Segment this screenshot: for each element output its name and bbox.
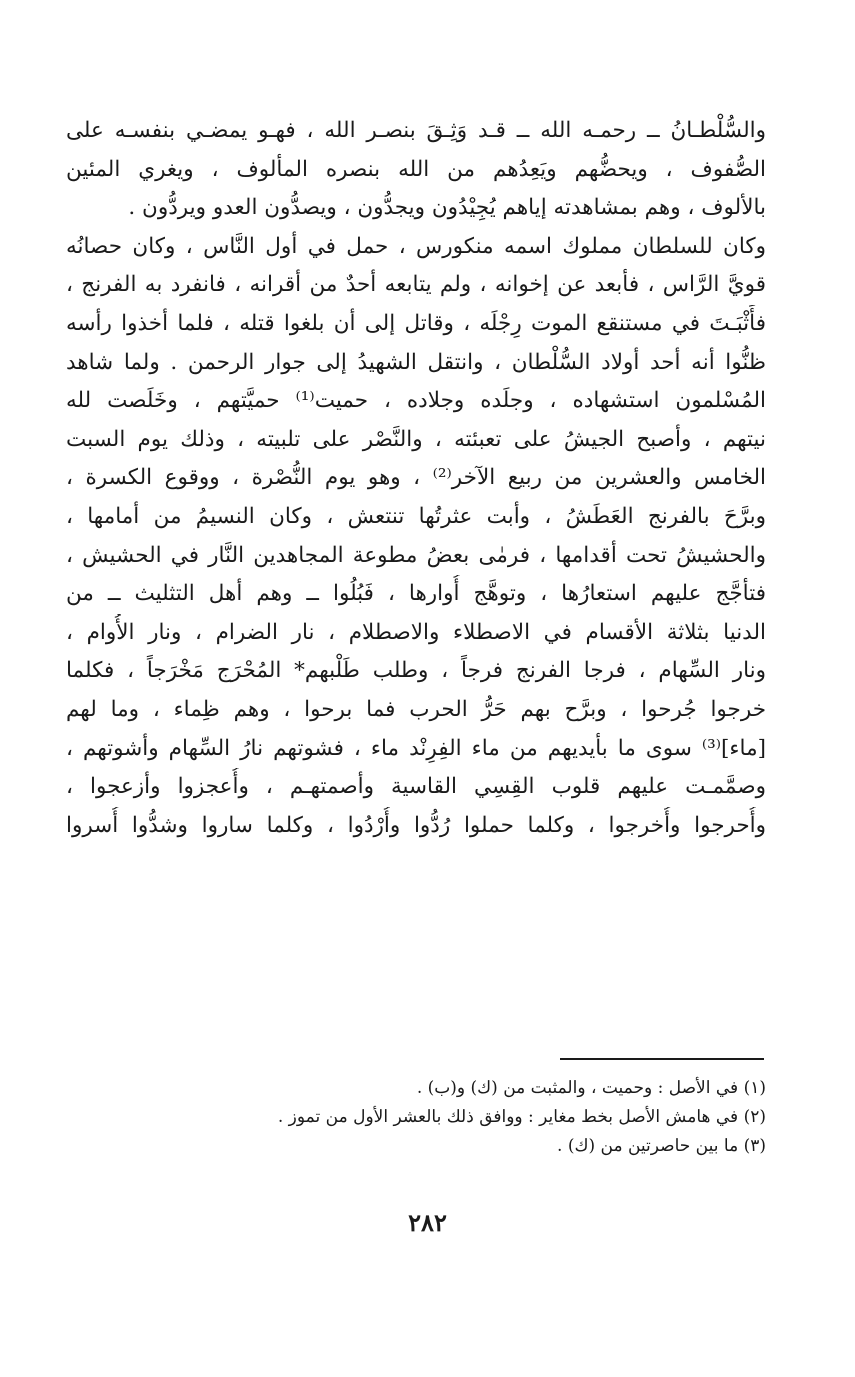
text-line: والحشيشُ تحت أقدامها ، فرمٰى بعضُ مطوعة المجاهدين النَّار في الحشيش ، [66,542,766,568]
text-line: [ماء]⁽³⁾ سوى ما بأيديهم من ماء الفِرِنْد ماء ، فشوتهم نارُ السِّهام وأشوتهم ، [66,735,766,761]
main-text-block [66,112,766,845]
text-line: الصُّفوف ، ويحضُّهم ويَعِدُهم من الله بنصره المألوف ، ويغري المئين [66,156,766,182]
text-line: المُسْلمون استشهاده ، وجلَده وجلاده ، حميت⁽¹⁾ حميَّتهم ، وخَلَصت لله [66,388,766,414]
text-line: وأُحرجوا وأُخرجوا ، وكلما حملوا رُدُّوا وأُرْدُوا ، وكلما ساروا وشدُّوا أُسروا [66,812,766,838]
text-line: نيتهم ، وأصبح الجيشُ على تعبئته ، والنَّصْر على تلبيته ، وذلك يوم السبت [66,426,766,452]
text-line: قويَّ الرَّاس ، فأبعد عن إخوانه ، ولم يتابعه أحدٌ من أقرانه ، فانفرد به الفرنج ، [66,272,766,298]
text-line: الدنيا بثلاثة الأقسام في الاصطلاء والاصطلام ، نار الضرام ، ونار الأُوام ، [66,619,766,645]
footnote-2: (٢) في هامش الأصل بخط مغاير : ووافق ذلك بالعشر الأول من تموز . [277,1107,766,1127]
text-line: وكان للسلطان مملوك اسمه منكورس ، حمل في أول النَّاس ، وكان حصانُه [66,233,766,259]
text-line: فأَثْبَـتَ في مستنقع الموت رِجْلَه ، وقاتل إلى أن بلغوا قتله ، فلما أخذوا رأسه [66,310,766,336]
footnote-1: (١) في الأصل : وحميت ، والمثبت من (ك) و(ب) . [416,1078,766,1098]
text-line: الخامس والعشرين من ربيع الآخر⁽²⁾ ، وهو يوم النُّصْرة ، ووقوع الكسرة ، [66,465,766,491]
footnote-separator [560,1058,764,1060]
footnote-3: (٣) ما بين حاصرتين من (ك) . [557,1136,766,1156]
text-line: ونار السِّهام ، فرجا الفرنج فرجاً ، وطلب طَلْبهم* المُحْرَج مَخْرَجاً ، فكلما [66,658,766,684]
text-line: وصمَّمـت عليهم قلوب القِسِي القاسية وأصمتهـم ، وأُعجزوا وأزعجوا ، [66,774,766,800]
text-line: ظنُّوا أنه أحد أولاد السُّلْطان ، وانتقل الشهيدُ إلى جوار الرحمن . ولما شاهد [66,349,766,375]
footnotes [200,1074,766,1161]
page-number: ٢٨٢ [408,1208,447,1237]
text-line: فتأجَّج عليهم استعارُها ، وتوهَّج أُوارها ، فَبُلُوا ــ وهم أهل التثليث ــ من [66,581,766,607]
text-line: والسُّلْطـانُ ــ رحمـه الله ــ قـد وَثِـقَ بنصـر الله ، فهـو يمضـي بنفسـه على [66,118,766,143]
text-line: خرجوا جُرحوا ، وبرَّح بهم حَرُّ الحرب فما برحوا ، وهم ظِماء ، وما لهم [66,696,766,722]
text-line: وبرَّحَ بالفرنج العَطَشُ ، وأبت عثرتُها تنتعش ، وكان النسيمُ من أمامها ، [66,503,766,529]
text-line: بالألوف ، وهم بمشاهدته إياهم يُجِيْدُون ويجدُّون ، ويصدُّون العدو ويردُّون . [128,195,766,221]
